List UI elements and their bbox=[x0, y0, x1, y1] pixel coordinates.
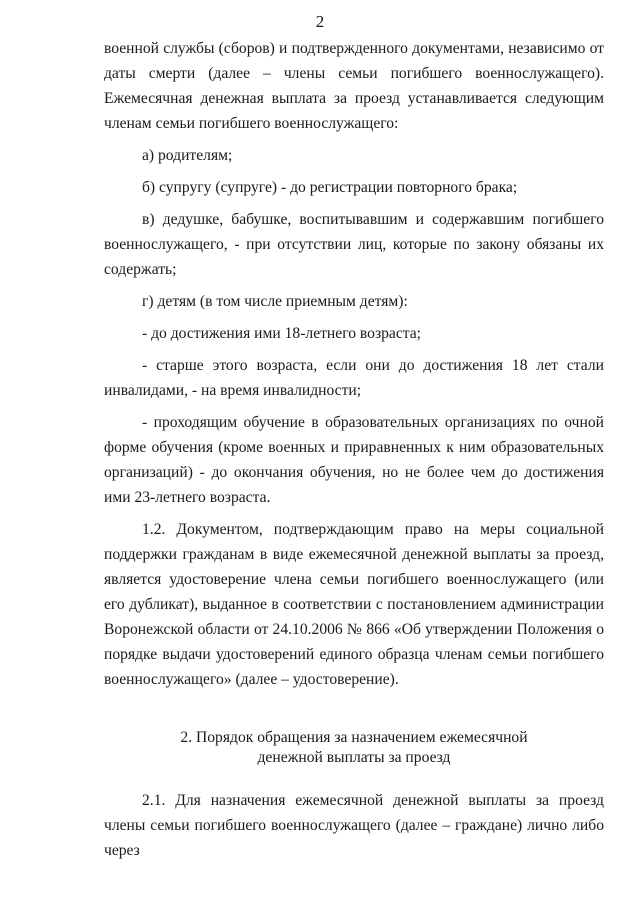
list-subitem-disabled: - старше этого возраста, если они до достижения 18 лет стали инвалидами, - на время инвалидности; bbox=[104, 357, 604, 399]
list-item-grandparents: в) дедушке, бабушке, воспитывавшим и содержавшим погибшего военнослужащего, - при отсутствии лиц, которые по закону обязаны их содержать; bbox=[104, 211, 604, 278]
list-subitem-under-18: - до достижения ими 18-летнего возраста; bbox=[142, 325, 422, 342]
list-subitem-students: - проходящим обучение в образовательных организациях по очной форме обучения (кроме военных и приравненных к ним образовательных организаций) - до окончания обучения, но не более чем до достижения ими 23-летнего возраста. bbox=[104, 414, 604, 506]
page-number: 2 bbox=[315, 12, 325, 31]
section-heading-line-1: 2. Порядок обращения за назначением ежемесячной bbox=[180, 729, 528, 746]
paragraph-1-2: 1.2. Документом, подтверждающим право на меры социальной поддержки гражданам в виде ежемесячной денежной выплаты за проезд, является удостоверение члена семьи погибшего военнослужащего (или его дубликат), выданное в соответствии с постановлением администрации Воронежской области от 24.10.2006 № 866 «Об утверждении Положения о порядке выдачи удостоверений единого образца членам семьи погибшего военнослужащего» (далее – удостоверение). bbox=[104, 521, 604, 688]
section-heading-2 bbox=[104, 728, 604, 768]
paragraph-intro: военной службы (сборов) и подтвержденного документами, независимо от даты смерти (далее – члены семьи погибшего военнослужащего). Ежемесячная денежная выплата за проезд устанавливается следующим членам семьи погибшего военнослужащего: bbox=[104, 40, 604, 132]
list-item-spouse: б) супругу (супруге) - до регистрации повторного брака; bbox=[142, 179, 518, 196]
list-item-children: г) детям (в том числе приемным детям): bbox=[142, 293, 408, 310]
document-body bbox=[104, 36, 604, 870]
section-heading-line-2: денежной выплаты за проезд bbox=[257, 749, 451, 766]
list-item-parents: а) родителям; bbox=[142, 147, 233, 164]
paragraph-2-1: 2.1. Для назначения ежемесячной денежной выплаты за проезд члены семьи погибшего военнослужащего (далее – граждане) лично либо через bbox=[104, 792, 604, 859]
